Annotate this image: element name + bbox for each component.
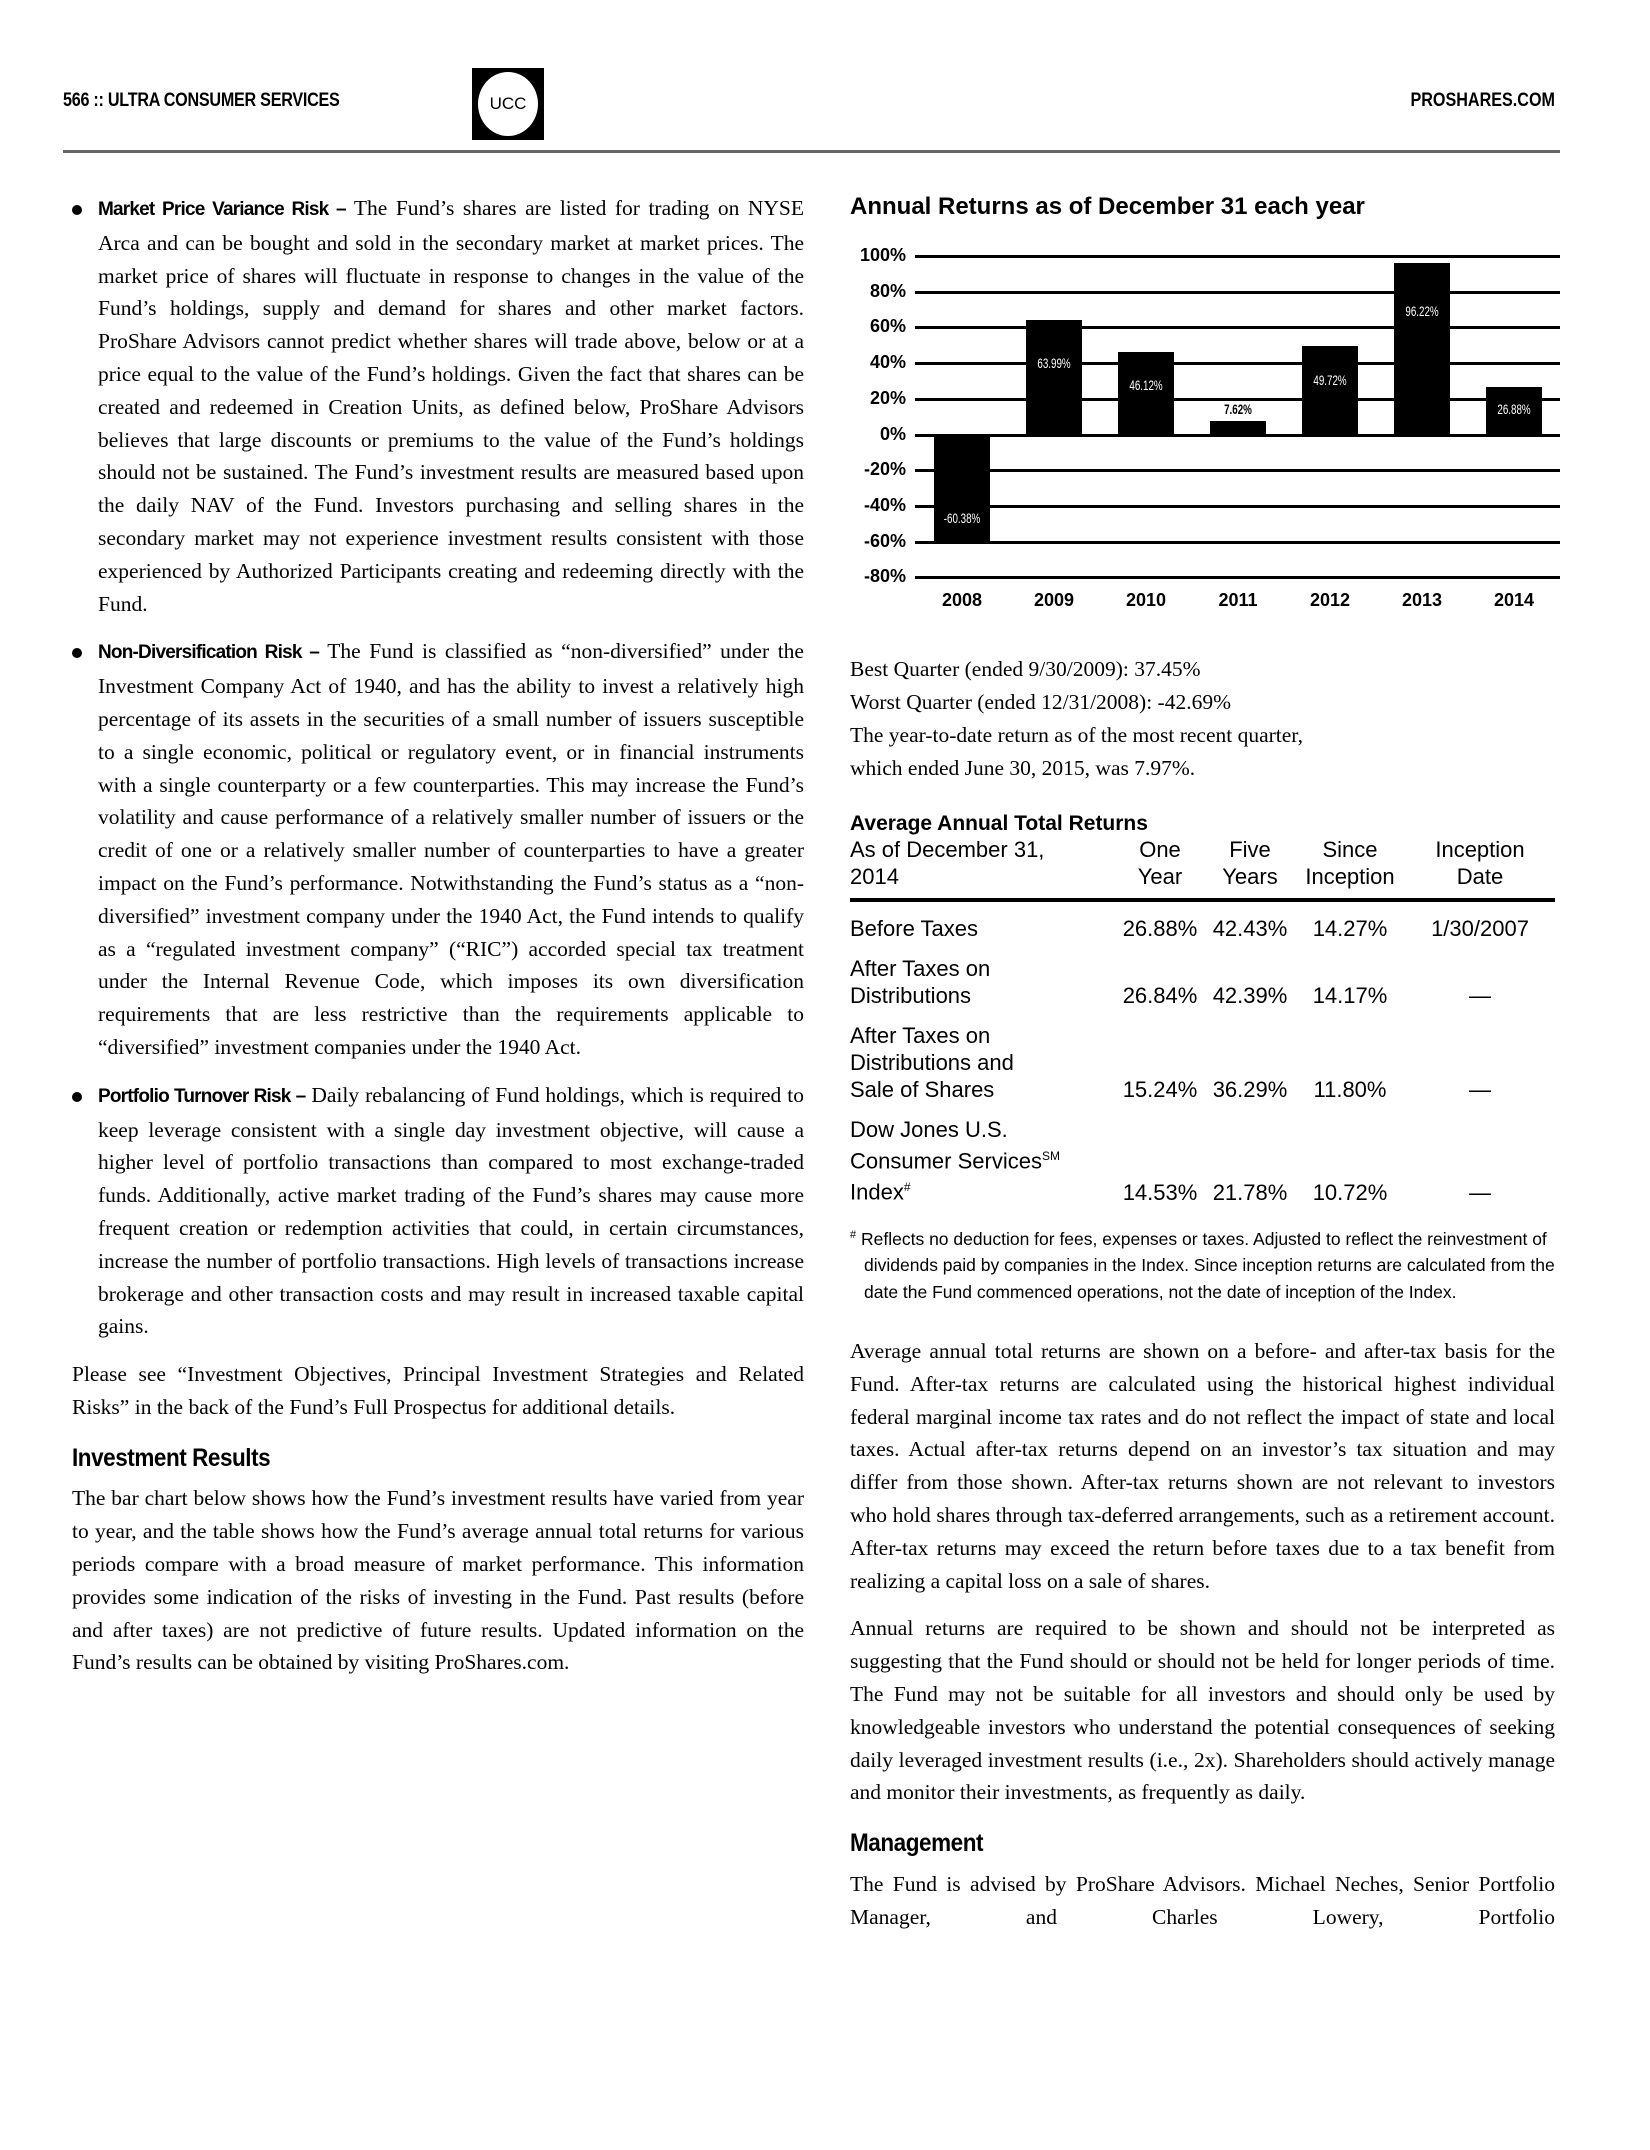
table-row xyxy=(850,1022,1555,1103)
bar-2010 xyxy=(1118,352,1174,434)
x-axis-tick: 2011 xyxy=(1218,590,1258,610)
gridline xyxy=(915,541,1560,544)
bullet-icon xyxy=(72,1092,82,1102)
gridline xyxy=(915,255,1560,258)
header-as-of: As of December 31, 2014 xyxy=(850,837,1045,889)
gridline xyxy=(915,291,1560,294)
risk-bullet-market-price-variance xyxy=(98,192,804,620)
y-axis-tick: -40% xyxy=(863,494,906,515)
bar-value-label: 26.88% xyxy=(1497,400,1531,417)
y-axis-tick: -60% xyxy=(863,530,906,551)
bar-value-label: 7.62% xyxy=(1224,400,1252,417)
risk-title: Portfolio Turnover Risk – xyxy=(98,1085,306,1107)
management-text: The Fund is advised by ProShare Advisors. Michael Neches, Senior Portfolio Manager, and Charles Lowery, Portfolio xyxy=(850,1871,1555,1929)
inception-date-value: — xyxy=(1469,983,1491,1008)
bar-2012 xyxy=(1302,346,1358,435)
quarter-summary xyxy=(850,653,1555,785)
bar-2009 xyxy=(1026,320,1082,434)
annual-returns-bar-chart xyxy=(850,240,1570,620)
five-years-value: 36.29% xyxy=(1212,1077,1288,1102)
investment-results-heading: Investment Results xyxy=(72,1443,271,1472)
x-axis-tick: 2014 xyxy=(1493,590,1535,610)
risk-text: Daily rebalancing of Fund holdings, which is required to keep leverage consistent with a single day investment objective, will cause a higher level of portfolio transactions than compared to most exchange-traded funds. Additionally, active market trading of the Fund’s shares may cause more frequent creation or redemption activities that could, in certain circumstances, increase the number of portfolio transactions. High levels of transactions increase brokerage and other transaction costs and may result in increased taxable capital gains. xyxy=(98,1082,804,1339)
site-url: PROSHARES.COM xyxy=(1410,90,1555,111)
ticker-badge-label: UCC xyxy=(478,72,538,136)
gridline xyxy=(915,469,1560,472)
header-inception-date: Inception Date xyxy=(1435,837,1525,889)
since-inception-value: 11.80% xyxy=(1313,1077,1387,1102)
ticker-badge xyxy=(472,68,544,140)
y-axis-tick: -80% xyxy=(863,566,906,587)
one-year-value: 15.24% xyxy=(1122,1077,1198,1102)
table-title: Average Annual Total Returns xyxy=(850,812,1148,835)
since-inception-value: 14.27% xyxy=(1312,916,1388,941)
average-annual-returns-table xyxy=(850,812,1555,1306)
risk-text: The Fund’s shares are listed for trading on NYSE Arca and can be bought and sold in the secondary market at market prices. The market price of shares will fluctuate in response to changes in the value of the Fund’s holdings, supply and demand for shares and other market factors. ProShare Advisors cannot predict whether shares will trade above, below or at a price equal to the value of the Fund’s holdings. Given the fact that shares can be created and redeemed in Creation Units, as defined below, ProShare Advisors believes that large discounts or premiums to the value of the Fund’s holdings should not be sustained. The Fund’s investment results are measured based upon the daily NAV of the Fund. Investors purchasing and selling shares in the secondary market may not experience investment results consistent with those experienced by Authorized Participants creating and redeeming directly with the Fund. xyxy=(98,196,804,616)
gridline xyxy=(915,576,1560,579)
row-label: Before Taxes xyxy=(850,916,979,941)
bar-value-label: 46.12% xyxy=(1129,376,1163,393)
bar-value-label: -60.38% xyxy=(943,509,981,526)
y-axis-tick: 40% xyxy=(869,352,906,373)
risk-title: Non-Diversification Risk – xyxy=(98,642,320,664)
page-header-title: 566 :: ULTRA CONSUMER SERVICES xyxy=(63,90,340,111)
y-axis-tick: 60% xyxy=(869,316,906,337)
x-axis-tick: 2008 xyxy=(941,590,983,610)
y-axis-tick: -20% xyxy=(863,459,906,480)
bullet-icon xyxy=(72,205,82,215)
chart-title: Annual Returns as of December 31 each year xyxy=(850,193,1365,220)
table-row xyxy=(850,1116,1555,1206)
one-year-value: 26.84% xyxy=(1122,983,1198,1008)
x-axis-tick: 2009 xyxy=(1033,590,1075,610)
ytd-return-line2: which ended June 30, 2015, was 7.97%. xyxy=(850,756,1196,780)
x-axis-tick: 2012 xyxy=(1309,590,1351,610)
one-year-value: 26.88% xyxy=(1122,916,1198,941)
bar-value-label: 63.99% xyxy=(1037,354,1071,371)
risk-title: Market Price Variance Risk – xyxy=(98,199,346,220)
five-years-value: 21.78% xyxy=(1212,1179,1288,1205)
worst-quarter: Worst Quarter (ended 12/31/2008): -42.69% xyxy=(850,690,1231,714)
header-since-inception: Since Inception xyxy=(1305,837,1395,889)
header-one-year: One Year xyxy=(1137,837,1183,889)
bar-2008 xyxy=(934,435,990,543)
row-label: After Taxes on Distributions xyxy=(850,956,991,1008)
investment-results-text: The bar chart below shows how the Fund’s investment results have varied from year to year, and the table shows how the Fund’s average annual total returns for various periods compare with a broad measure of market performance. This information provides some indication of the risks of investing in the Fund. Past results (before and after taxes) are not predictive of future results. Updated information on the Fund’s results can be obtained by visiting ProShares.com. xyxy=(72,1486,804,1675)
gridline xyxy=(915,362,1560,365)
management-heading: Management xyxy=(850,1829,984,1858)
bar-value-label: 49.72% xyxy=(1313,372,1347,389)
inception-date-value: 1/30/2007 xyxy=(1431,916,1529,941)
bar-value-label: 96.22% xyxy=(1405,302,1439,319)
see-also-paragraph: Please see “Investment Objectives, Principal Investment Strategies and Related Risks” in the back of the Fund’s Full Prospectus for additional details. xyxy=(72,1362,804,1419)
x-axis-tick: 2010 xyxy=(1125,590,1167,610)
annual-returns-paragraph: Annual returns are required to be shown and should not be interpreted as suggesting that the Fund should or should not be held for longer periods of time. The Fund may not be suitable for all investors and should only be used by knowledgeable investors who understand the potential consequences of seeking daily leveraged investment results (i.e., 2x). Shareholders should actively manage and monitor their investments, as frequently as daily. xyxy=(850,1616,1555,1805)
left-column xyxy=(72,192,804,1694)
y-axis-tick: 80% xyxy=(869,280,906,301)
x-axis-tick: 2013 xyxy=(1401,590,1443,610)
bullet-icon xyxy=(72,648,82,658)
five-years-value: 42.43% xyxy=(1212,916,1288,941)
risk-bullet-portfolio-turnover xyxy=(98,1079,804,1343)
table-row xyxy=(850,915,1555,942)
table-header-row xyxy=(850,836,1555,902)
header-divider xyxy=(63,150,1560,153)
y-axis-tick: 100% xyxy=(859,245,906,265)
y-axis-tick: 20% xyxy=(869,387,906,408)
five-years-value: 42.39% xyxy=(1212,983,1288,1008)
since-inception-value: 14.17% xyxy=(1312,983,1388,1008)
right-column-text xyxy=(850,1335,1555,1949)
y-axis-tick: 0% xyxy=(879,423,906,444)
gridline xyxy=(915,505,1560,508)
bar-2013 xyxy=(1394,263,1450,435)
since-inception-value: 10.72% xyxy=(1312,1179,1388,1205)
bar-2011 xyxy=(1210,421,1266,435)
table-footnote: # Reflects no deduction for fees, expenses or taxes. Adjusted to reflect the reinvestment of dividends paid by companies in the Index. Since inception returns are calculated from the date the Fund commenced operations, not the date of inception of the Index. xyxy=(850,1228,1555,1303)
table-row xyxy=(850,955,1555,1009)
header-five-years: Five Years xyxy=(1222,837,1278,889)
risk-text: The Fund is classified as “non-diversified” under the Investment Company Act of 1940, and has the ability to invest a relatively high percentage of its assets in the securities of a small number of issuers susceptible to a single economic, political or regulatory event, or in financial instruments with a single counterparty or a few counterparties. This may increase the Fund’s volatility and cause performance of a relatively smaller number of issuers or the credit of one or a relatively smaller number of counterparties to have a greater impact on the Fund’s performance. Notwithstanding the Fund’s status as a “non-diversified” investment company under the 1940 Act, the Fund intends to qualify as a “regulated investment company” (“RIC”) accorded special tax treatment under the Internal Revenue Code, which imposes its own diversification requirements that are less restrictive than the requirements applicable to “diversified” investment companies under the 1940 Act. xyxy=(98,639,804,1059)
inception-date-value: — xyxy=(1469,1077,1491,1102)
after-tax-paragraph: Average annual total returns are shown on a before- and after-tax basis for the Fund. After-tax returns are calculated using the historical highest individual federal marginal income tax rates and do not reflect the impact of state and local taxes. Actual after-tax returns depend on an investor’s tax situation and may differ from those shown. After-tax returns shown are not relevant to investors who hold shares through tax-deferred arrangements, such as a retirement account. After-tax returns may exceed the return before taxes due to a tax benefit from realizing a capital loss on a sale of shares. xyxy=(850,1339,1555,1593)
best-quarter: Best Quarter (ended 9/30/2009): 37.45% xyxy=(850,657,1201,681)
gridline xyxy=(915,326,1560,329)
ytd-return-line1: The year-to-date return as of the most recent quarter, xyxy=(850,723,1303,747)
inception-date-value: — xyxy=(1469,1179,1491,1205)
one-year-value: 14.53% xyxy=(1122,1179,1198,1205)
row-label: Dow Jones U.S. Consumer Services℠ Index# xyxy=(850,1117,1060,1205)
row-label: After Taxes on Distributions and Sale of Shares xyxy=(850,1023,1014,1102)
risk-bullet-non-diversification xyxy=(98,635,804,1063)
